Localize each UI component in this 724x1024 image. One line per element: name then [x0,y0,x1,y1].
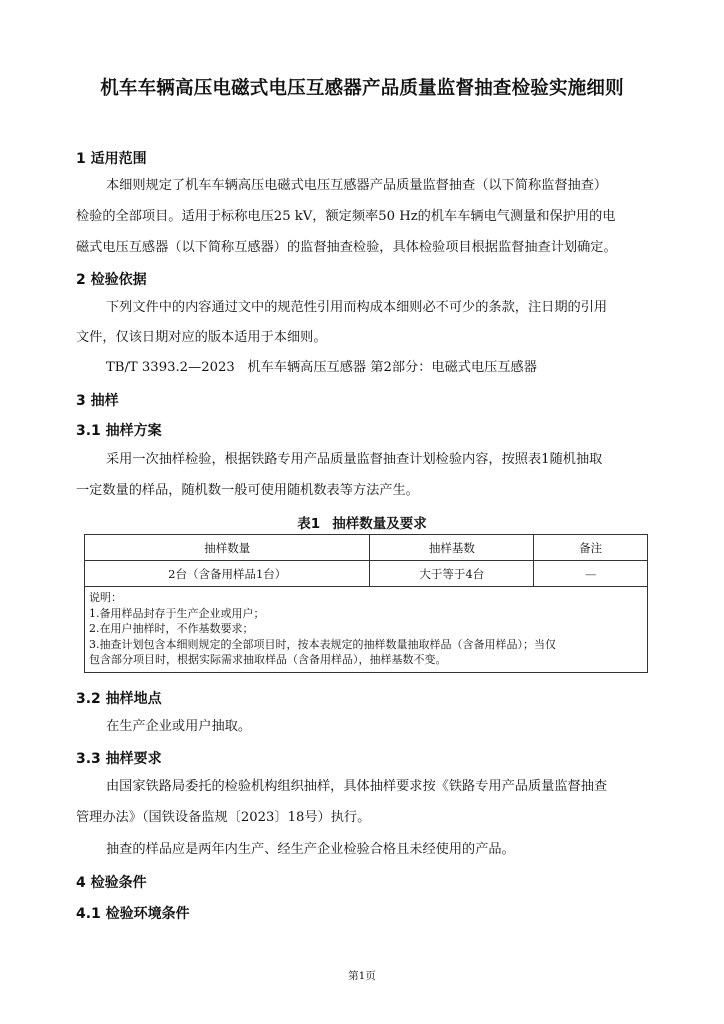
section-4-heading: 4 检验条件 [76,875,147,891]
section-3-2-line-1: 在生产企业或用户抽取。 [106,719,252,734]
document-title: 机车车辆高压电磁式电压互感器产品质量监督抽查检验实施细则 [100,78,624,99]
section-3-heading: 3 抽样 [76,393,119,409]
sampling-table [84,534,648,673]
table-cell: 2台（含备用样品1台） [85,561,370,587]
section-2-line-2: 文件，仅该日期对应的版本适用于本细则。 [76,330,327,345]
table-caption-number: 表1 [297,516,321,532]
table-note-line: 2.在用户抽样时，不作基数要求； [89,622,254,635]
section-3-1-line-2: 一定数量的样品，随机数一般可使用随机数表等方法产生。 [76,483,419,498]
section-3-3-heading: 3.3 抽样要求 [76,751,162,767]
section-1-line-2: 检验的全部项目。适用于标称电压25 kV，额定频率50 Hz的机车车辆电气测量和保护用的电 [76,209,616,224]
section-3-3-line-1: 由国家铁路局委托的检验机构组织抽样，具体抽样要求按《铁路专用产品质量监督抽查 [106,779,608,794]
section-2-heading: 2 检验依据 [76,272,147,288]
table-header-cell: 抽样基数 [370,535,534,561]
section-1-line-1: 本细则规定了机车车辆高压电磁式电压互感器产品质量监督抽查（以下简称监督抽查） [106,178,608,193]
table-note-line: 说明： [89,591,122,604]
section-3-1-heading: 3.1 抽样方案 [76,423,162,439]
table-note-line: 1.备用样品封存于生产企业或用户； [89,606,265,620]
section-2-line-1: 下列文件中的内容通过文中的规范性引用而构成本细则必不可少的条款，注日期的引用 [106,300,608,315]
table-header-cell: 抽样数量 [85,535,370,561]
table-cell: — [534,561,648,587]
section-3-3-line-2: 管理办法》（国铁设备监规〔2023〕18号）执行。 [76,810,371,825]
section-3-2-heading: 3.2 抽样地点 [76,691,162,707]
section-3-3-line-3: 抽查的样品应是两年内生产、经生产企业检验合格且未经使用的产品。 [106,842,515,857]
table-notes [85,587,648,673]
normative-reference: TB/T 3393.2—2023 机车车辆高压互感器 第2部分：电磁式电压互感器 [106,360,537,375]
table-notes-row [85,587,648,673]
page-number: 第1页 [348,970,376,982]
table-note-line: 3.抽查计划包含本细则规定的全部项目时，按本表规定的抽样数量抽取样品（含备用样品）；当仅 [89,637,556,651]
table-caption [0,512,724,532]
table-header-cell: 备注 [534,535,648,561]
table-header-row [85,535,648,561]
table-note-line: 包含部分项目时，根据实际需求抽取样品（含备用样品），抽样基数不变。 [89,653,447,666]
section-1-line-3: 磁式电压互感器（以下简称互感器）的监督抽查检验，具体检验项目根据监督抽查计划确定。 [76,240,617,255]
table-caption-text: 抽样数量及要求 [332,516,427,532]
section-3-1-line-1: 采用一次抽样检验，根据铁路专用产品质量监督抽查计划检验内容，按照表1随机抽取 [106,452,603,467]
table-cell: 大于等于4台 [370,561,534,587]
table-row [85,561,648,587]
section-4-1-heading: 4.1 检验环境条件 [76,906,190,922]
section-1-heading: 1 适用范围 [76,151,147,167]
